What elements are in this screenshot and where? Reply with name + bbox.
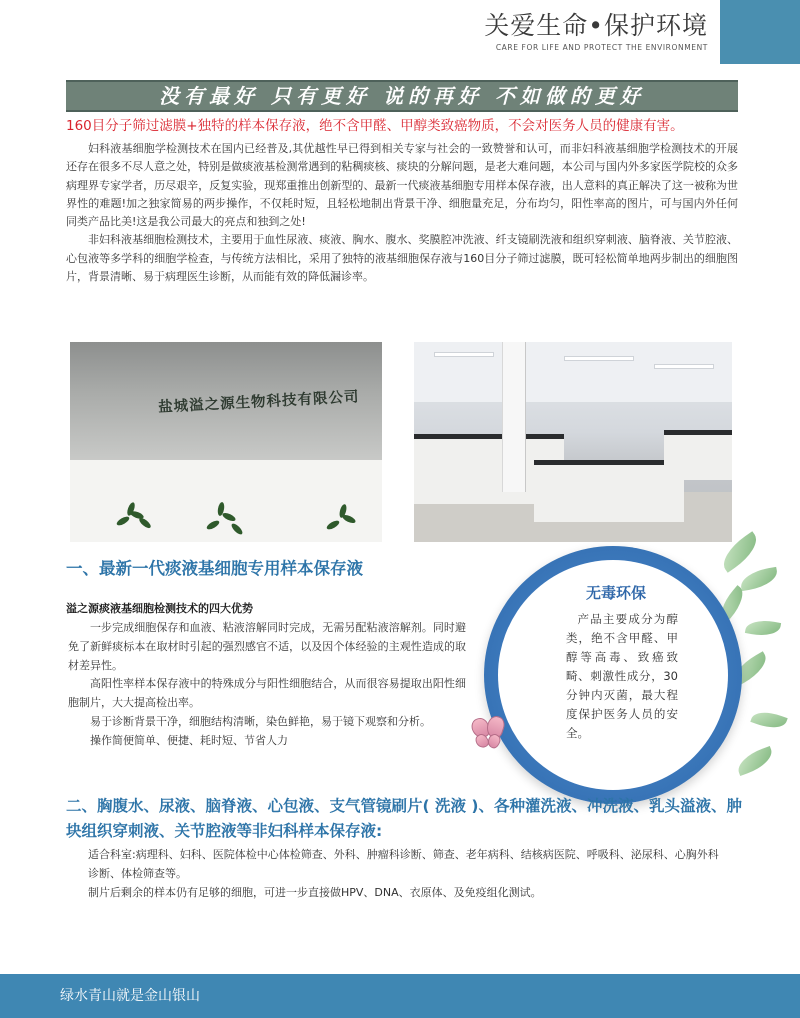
callout-title: 无毒环保 (585, 584, 646, 602)
highlight-text: 160目分子筛过滤膜+独特的样本保存液，绝不含甲醛、甲醇类致癌物质，不会对医务人员的健康有害。 (66, 118, 684, 134)
advantage-3: 易于诊断背景干净，细胞结构清晰，染色鲜艳，易于镜下观察和分析。 (90, 714, 431, 728)
advantage-1: 一步完成细胞保存和血液、粘液溶解同时完成，无需另配粘液溶解剂。同时避免了新鲜痰标本在取材时引起的强烈感官不适，以及因个体经验的主观性造成的取材差异性。 (68, 621, 466, 672)
advantage-4: 操作简便简单、便捷、耗时短、节省人力 (90, 733, 288, 747)
leaf-icon (739, 567, 780, 591)
lab-ceiling (414, 342, 732, 402)
laboratory-photo (414, 342, 732, 542)
intro-section (66, 140, 738, 286)
callout-text: 产品主要成分为醇类，绝不含甲醛、甲醇等高毒、致癌致畸、刺激性成分，30分钟内灭菌，最大程度保护医务人员的安全。 (566, 612, 678, 740)
lab-bench-center (534, 460, 684, 522)
section-1-subtitle: 溢之源痰液基细胞检测技术的四大优势 (66, 602, 253, 615)
section-2-title: 二、胸腹水、尿液、脑脊液、心包液、支气管镜刷片( 洗液 )、各种灌洗液、冲洗液、乳头溢液、肿块组织穿刺液、关节腔液等非妇科样本保存液: (66, 797, 742, 840)
header-title: 关爱生命•保护环境 (484, 11, 708, 40)
footer-slogan: 绿水青山就是金山银山 (60, 988, 200, 1004)
intro-paragraph-2: 非妇科液基细胞检测技术，主要用于血性尿液、痰液、胸水、腹水、奖膜腔冲洗液、纤支镜刷洗液和组织穿刺液、脑脊液、关节腔液、心包液等多学科的细胞学检查，与传统方法相比，采用了独特的液基细胞保存液与160目分子筛过滤膜，既可轻松简单地两步制出的细胞图片，背景清晰、易于病理医生诊断，从而能有效的降低漏诊率。 (66, 233, 738, 284)
header-subtitle: CARE FOR LIFE AND PROTECT THE ENVIRONMENT (495, 43, 708, 52)
slogan-text: 没有最好 只有更好 说的再好 不如做的更好 (159, 84, 645, 108)
page-header (0, 0, 800, 72)
header-text-block (484, 10, 708, 54)
header-accent-square (720, 0, 800, 64)
reception-desk (70, 460, 382, 542)
section-1-body (68, 619, 466, 751)
company-sign-text: 盐城溢之源生物科技有限公司 (157, 389, 360, 416)
section-1-title: 一、最新一代痰液基细胞专用样本保存液 (66, 559, 363, 578)
leaf-icon (750, 707, 787, 734)
page-footer (0, 974, 800, 1018)
section-2-paragraph-2: 制片后剩余的样本仍有足够的细胞，可进一步直接做HPV、DNA、衣原体、及免疫组化测试。 (88, 885, 542, 899)
lab-bench-right (664, 430, 732, 480)
advantage-2: 高阳性率样本保存液中的特殊成分与阳性细胞结合，从而很容易提取出阳性细胞制片，大大提高检出率。 (68, 677, 466, 710)
section-2-body (88, 846, 728, 902)
butterfly-icon (472, 716, 506, 752)
section-2-paragraph-1: 适合科室:病理科、妇科、医院体检中心体检筛查、外科、肿瘤科诊断、筛查、老年病科、结核病医院、呼吸科、泌尿科、心胸外科诊断、体检筛查等。 (88, 848, 719, 880)
intro-paragraph-1: 妇科液基细胞学检测技术在国内已经普及,其优越性早已得到相关专家与社会的一致赞誉和认可，而非妇科液基细胞学检测技术的开展还存在很多不尽人意之处，特别是做痰液基检测常遇到的粘稠痰核、痰块的分解问题，是老大难问题，本公司与国内外多家医学院校的众多病理界专家学者，历尽艰辛，反复实验，现郑重推出创新型的、最新一代痰液基细胞专用样本保存液，出人意料的真正解决了这一被称为世界性的难题!加之独家简易的两步操作，不仅耗时短，且轻松地制出背景干净、细胞量充足，分布均匀，阳性率高的图片，可与国内外任何同类产品比美!这是我公司最大的亮点和独到之处! (66, 142, 738, 229)
company-lobby-photo (70, 342, 382, 542)
leaf-icon (745, 617, 781, 639)
slogan-banner (66, 80, 738, 112)
lab-column (502, 342, 526, 492)
leaf-icon (734, 746, 776, 776)
